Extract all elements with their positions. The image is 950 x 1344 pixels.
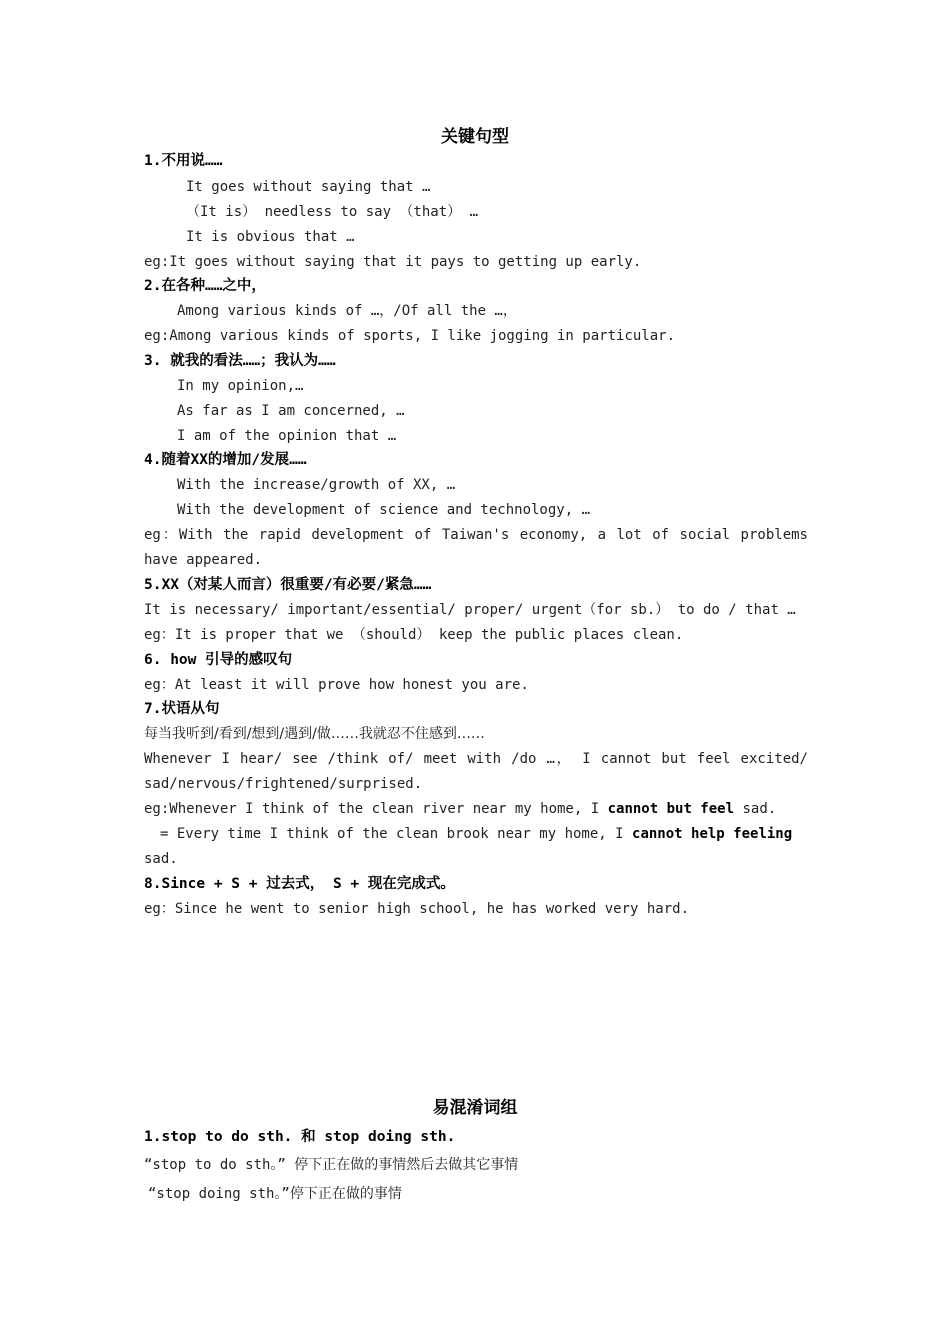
- pattern-3-2: As far as I am concerned, …: [177, 403, 405, 419]
- example-7-line-1: [144, 799, 808, 819]
- phrase-line-1: “stop to do sth。” 停下正在做的事情然后去做其它事情: [144, 1157, 519, 1173]
- example-6: eg：At least it will prove how honest you are.: [144, 677, 529, 693]
- heading-4: 4.随着XX的增加/发展……: [144, 452, 307, 468]
- pattern-4-2: With the development of science and technology, …: [177, 502, 591, 518]
- section-title-key-sentences: 关键句型: [441, 127, 509, 147]
- example-2: eg:Among various kinds of sports, I like jogging in particular.: [144, 328, 676, 344]
- pattern-1-2: （It is） needless to say （that） …: [186, 204, 479, 220]
- example-7-a-bold-phrase: cannot but feel: [607, 801, 735, 817]
- heading-6: 6. how 引导的感叹句: [144, 652, 293, 668]
- example-1: eg:It goes without saying that it pays to getting up early.: [144, 254, 642, 270]
- section-title-confusing-phrases: 易混淆词组: [432, 1098, 518, 1118]
- example-7-line-2: [160, 824, 808, 844]
- example-7-b-text-pre: = Every time I think of the clean brook near my home, I: [160, 826, 633, 842]
- pattern-2-1: Among various kinds of …，/Of all the …，: [177, 303, 517, 319]
- example-4-line-1: eg：With the rapid development of Taiwan's economy, a lot of social problems: [144, 527, 808, 543]
- phrase-line-2: “stop doing sth。”停下正在做的事情: [148, 1186, 402, 1202]
- phrase-heading-1: 1.stop to do sth. 和 stop doing sth.: [144, 1129, 456, 1145]
- example-7-a-text-post: sad.: [734, 801, 777, 817]
- example-7-b-bold-phrase: cannot help feeling: [632, 826, 793, 842]
- heading-5: 5.XX（对某人而言）很重要/有必要/紧急……: [144, 577, 432, 593]
- heading-3: 3. 就我的看法……；我认为……: [144, 353, 336, 369]
- heading-7: 7.状语从句: [144, 701, 220, 717]
- pattern-3-1: In my opinion,…: [177, 378, 304, 394]
- example-8: eg：Since he went to senior high school, he has worked very hard.: [144, 901, 690, 917]
- pattern-7-1: 每当我听到/看到/想到/遇到/做……我就忍不住感到……: [144, 726, 485, 742]
- example-5: eg：It is proper that we （should） keep the public places clean.: [144, 627, 684, 643]
- pattern-7-2: Whenever I hear/ see /think of/ meet with /do …， I cannot but feel excited/: [144, 751, 808, 767]
- heading-2: 2.在各种……之中，: [144, 278, 266, 294]
- pattern-4-1: With the increase/growth of XX, …: [177, 477, 456, 493]
- heading-1: 1.不用说……: [144, 153, 223, 169]
- pattern-1-3: It is obvious that …: [186, 229, 355, 245]
- example-7-line-3: sad.: [144, 851, 178, 867]
- example-7-a-text-pre: eg:Whenever I think of the clean river near my home, I: [144, 801, 608, 817]
- heading-8: 8.Since + S + 过去式， S + 现在完成式。: [144, 876, 455, 892]
- pattern-3-3: I am of the opinion that …: [177, 428, 397, 444]
- example-4-line-2: have appeared.: [144, 552, 263, 568]
- pattern-1-1: It goes without saying that …: [186, 179, 431, 195]
- pattern-5-1: It is necessary/ important/essential/ proper/ urgent（for sb.） to do / that …: [144, 602, 796, 618]
- pattern-7-3: sad/nervous/frightened/surprised.: [144, 776, 423, 792]
